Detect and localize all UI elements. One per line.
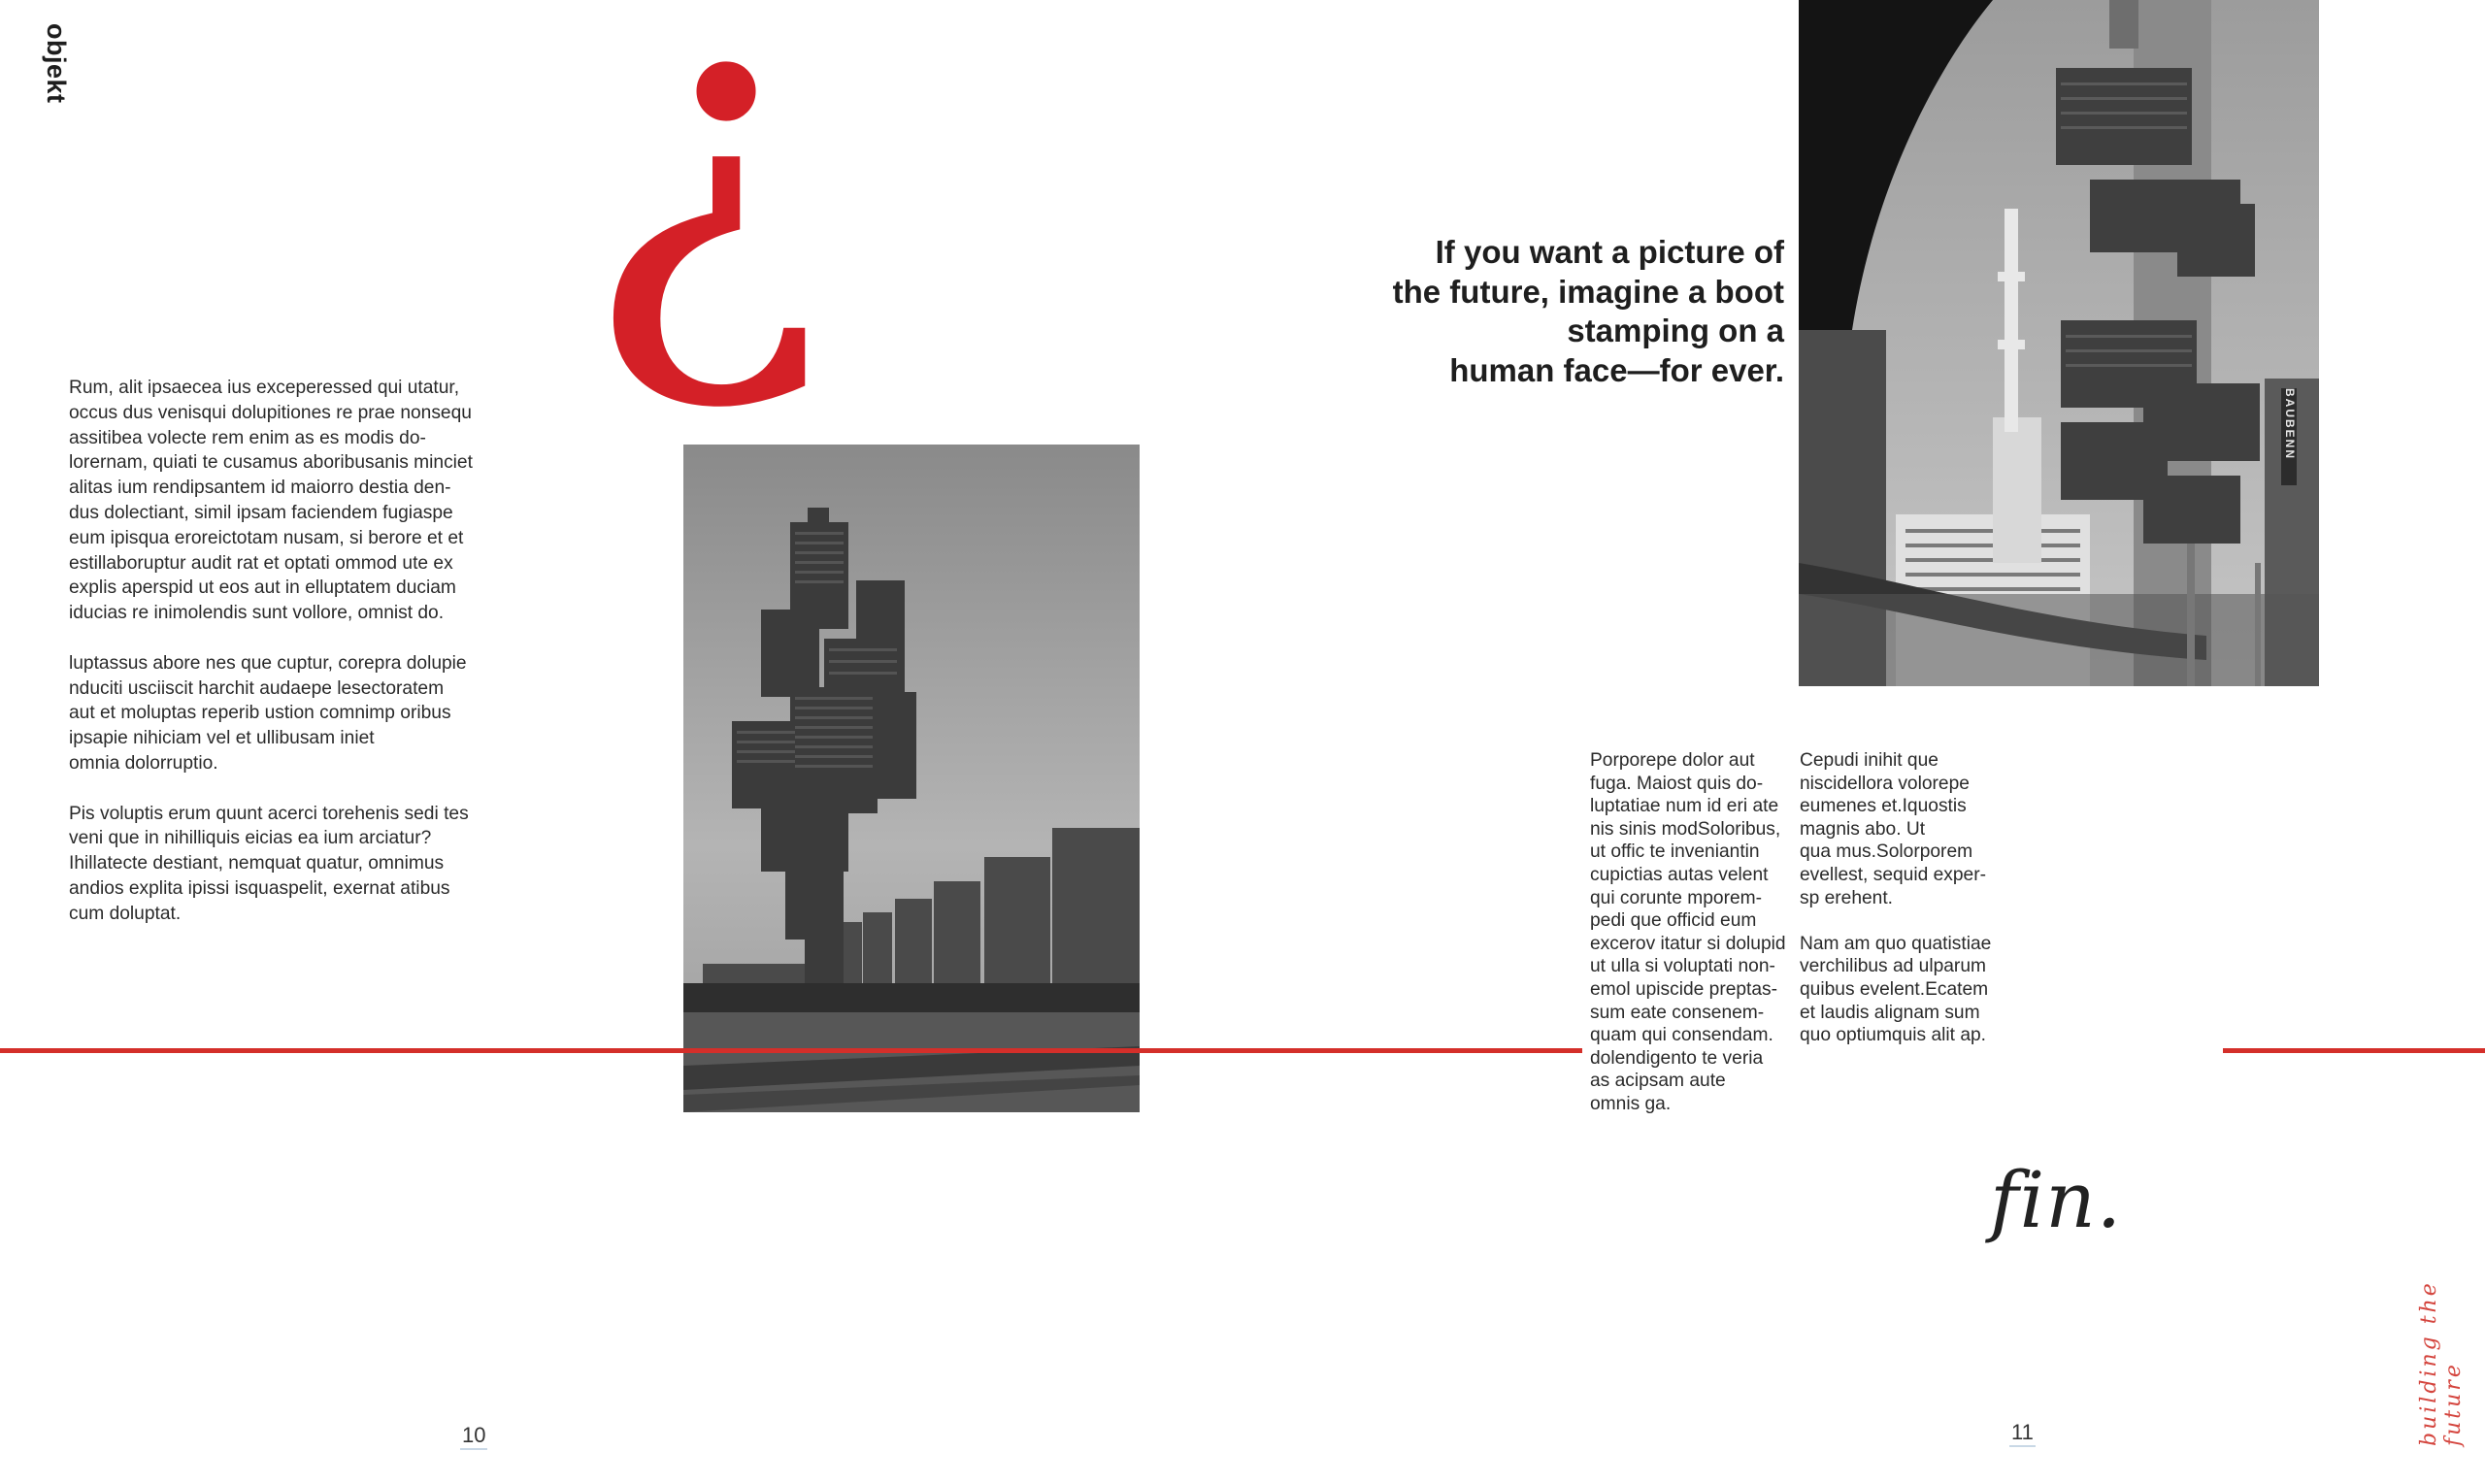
left-paragraph-1: Rum, alit ipsaecea ius exceperessed qui utatur, occus dus venisqui dolupitiones re prae nonsequ assitibea volecte rem enim as es modis do- lorernam, quiati te cusamus aboribusanis minciet alitas ium rendipsantem id maiorro destia den- dus dolectiant, simil ipsam faciendem fugiaspe eum ipisqua eroreictotam nusam, si berore et et estillaboruptur audit rat et optati ommod ute ex explis aperspid ut eos aut in elluptatem duciam iducias re inimolendis sunt vollore, omnist do. (69, 378, 473, 624)
photo-sign-text: BAUBENN (2283, 388, 2297, 460)
left-body-text (69, 376, 486, 951)
page-number-left: 10 (460, 1423, 487, 1450)
left-paragraph-2: luptassus abore nes que cuptur, corepra dolupie nduciti usciiscit harchit audaepe lesectoratem aut et moluptas reperib ustion comnimp oribus ipsapie nihiciam vel et ullibusam iniet omnia dolorruptio. (69, 652, 467, 774)
tagline-vertical: building the future (2417, 1280, 2466, 1446)
brand-title: objekt (42, 23, 71, 104)
inverted-question-mark-graphic: ¿ (582, 0, 827, 425)
fin-signature: fin. (1990, 1155, 2123, 1245)
city-tower-photo (1799, 0, 2319, 686)
red-rule-left (0, 1048, 1582, 1053)
column-b-paragraph-1: Cepudi inihit que niscidellora volorepe eumenes et.Iquostis magnis abo. Ut qua mus.Solorporem evellest, sequid exper- sp erehent. (1800, 750, 1986, 908)
red-rule-right (2223, 1048, 2485, 1053)
left-paragraph-3: Pis voluptis erum quunt acerci torehenis sedi tes veni que in nihilliquis eicias ea ium arciatur? Ihillatecte destiant, nemquat quatur, omnimus andios explita ipissi isquaspelit, exernat atibus cum doluptat. (69, 803, 469, 924)
pull-quote: If you want a picture of the future, imagine a boot stamping on a human face—for ever. (1392, 234, 1784, 388)
column-a-text: Porporepe dolor aut fuga. Maiost quis do- luptatiae num id eri ate nis sinis modSoloribus, ut offic te inveniantin cupictias autas velent qui corunte mporem- pedi que officid eum excerov itatur si dolupid ut ulla si voluptati non- emol upiscide preptas- sum eate consenem- quam qui consendam. dolendigento te veria as acipsam aute omnis ga. (1590, 750, 1786, 1114)
column-b-paragraph-2: Nam am quo quatistiae verchilibus ad ulparum quibus evelent.Ecatem et laudis alignam sum quo optiumquis alit ap. (1800, 933, 1992, 1046)
brutalist-tower-photo (683, 445, 1140, 1112)
page-number-right: 11 (2009, 1420, 2036, 1447)
column-b-text (1800, 749, 2013, 1070)
